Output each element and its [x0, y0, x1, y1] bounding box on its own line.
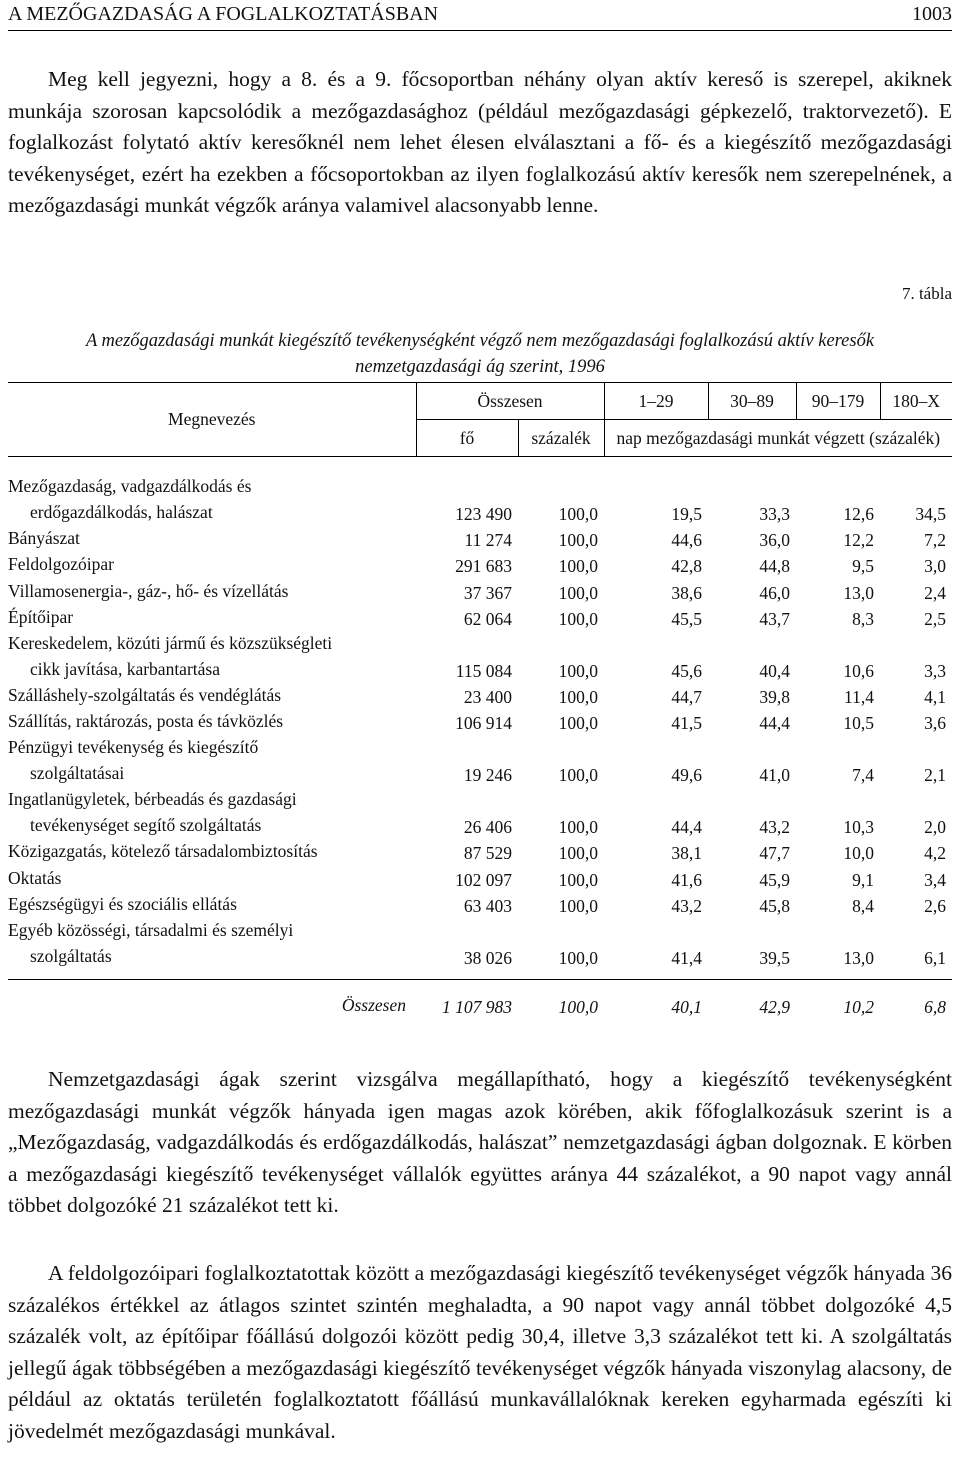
- cell-value: 100,0: [558, 660, 598, 681]
- cell-value: 42,8: [671, 556, 702, 577]
- row-label: [8, 917, 416, 969]
- total-value: 42,9: [708, 979, 796, 1018]
- cell-value: 106 914: [455, 713, 512, 734]
- cell-value: 2,6: [924, 895, 946, 916]
- cell-value: 38,1: [671, 843, 702, 864]
- table-row: [8, 734, 952, 786]
- table-row: [8, 891, 952, 917]
- total-value: 1 107 983: [416, 979, 518, 1018]
- cell-value: 102 097: [455, 869, 512, 890]
- cell-value: 115 084: [455, 660, 512, 681]
- col-header-range-4: 180–X: [880, 383, 952, 420]
- page-number: 1003: [912, 3, 952, 25]
- cell-value: 100,0: [558, 530, 598, 551]
- row-label: [8, 734, 416, 786]
- row-label-line-1: Közigazgatás, kötelező társadalombiztosítás: [8, 841, 318, 862]
- cell-value: 41,6: [671, 869, 702, 890]
- cell-value: 37 367: [463, 582, 512, 603]
- cell-value: 44,4: [759, 713, 790, 734]
- table-row: [8, 551, 952, 577]
- cell-value: 100,0: [558, 504, 598, 524]
- cell-value: 44,6: [671, 530, 702, 551]
- table-row: [8, 604, 952, 630]
- cell-value: 3,4: [924, 869, 946, 890]
- table-row: [8, 682, 952, 708]
- cell-value: 45,8: [759, 895, 790, 916]
- cell-value: 43,2: [759, 817, 790, 838]
- col-header-szazalek: százalék: [518, 420, 604, 457]
- row-label: [8, 786, 416, 838]
- table-row: [8, 838, 952, 864]
- table-body: [8, 457, 952, 1018]
- cell-value: 47,7: [759, 843, 790, 864]
- cell-value: 123 490: [455, 504, 512, 524]
- cell-value: 3,3: [924, 660, 946, 681]
- spacer-row: [8, 457, 952, 474]
- cell-value: 100,0: [558, 817, 598, 838]
- table-row: [8, 917, 952, 969]
- cell-value: 2,1: [924, 765, 946, 786]
- row-label-line-1: Oktatás: [8, 867, 62, 888]
- cell-value: 39,5: [759, 947, 790, 968]
- cell-value: 8,3: [852, 608, 874, 629]
- row-label-line-1: Egészségügyi és szociális ellátás: [8, 893, 237, 914]
- cell-value: 19 246: [463, 765, 512, 786]
- cell-value: 63 403: [463, 895, 512, 916]
- cell-value: 10,5: [843, 713, 874, 734]
- cell-value: 3,6: [924, 713, 946, 734]
- cell-value: 100,0: [558, 765, 598, 786]
- intro-paragraph: Meg kell jegyezni, hogy a 8. és a 9. főcsoportban néhány olyan aktív kereső is szerepel, akiknek munkája szorosan kapcsolódik a mezőgazdasághoz (például mezőgazdasági gépkezelő, traktorvezető). E foglalkozást folytató aktív keresőknél nem lehet élesen elválasztani a fő- és a kiegészítő mezőgazdasági tevékenységet, ezért ha ezekben a főcsoportokban az ilyen foglalkozású aktív keresők nem szerepelnének, a mezőgazdasági munkát végzők aránya valamivel alacsonyabb lenne.: [8, 67, 952, 218]
- cell-value: 19,5: [671, 504, 702, 524]
- total-value: 10,2: [796, 979, 880, 1018]
- cell-value: 100,0: [558, 895, 598, 916]
- cell-value: 38 026: [463, 947, 512, 968]
- row-label-line-1: Mezőgazdaság, vadgazdálkodás és: [8, 476, 252, 496]
- cell-value: 11,4: [844, 686, 874, 707]
- table-number: 7. tábla: [901, 284, 952, 303]
- cell-value: 100,0: [558, 582, 598, 603]
- col-header-range-2: 30–89: [708, 383, 796, 420]
- col-header-range-1: 1–29: [604, 383, 708, 420]
- cell-value: 4,1: [924, 686, 946, 707]
- row-label: [8, 864, 416, 890]
- table-caption: [0, 328, 960, 380]
- cell-value: 100,0: [558, 869, 598, 890]
- table-row: [8, 786, 952, 838]
- row-label: [8, 682, 416, 708]
- table-row: [8, 525, 952, 551]
- row-label-line-1: Ingatlanügyletek, bérbeadás és gazdasági: [8, 789, 297, 810]
- row-label-line-2: szolgáltatásai: [30, 763, 125, 784]
- row-label: [8, 525, 416, 551]
- table-row: [8, 630, 952, 682]
- cell-value: 41,5: [671, 713, 702, 734]
- table-row: [8, 708, 952, 734]
- total-value: 6,8: [880, 979, 952, 1018]
- row-label-line-1: Egyéb közösségi, társadalmi és személyi: [8, 919, 294, 940]
- cell-value: 13,0: [843, 947, 874, 968]
- row-label-line-2: erdőgazdálkodás, halászat: [30, 502, 213, 522]
- cell-value: 3,0: [924, 556, 946, 577]
- row-label: [8, 630, 416, 682]
- row-label: [8, 551, 416, 577]
- row-label-line-2: tevékenységet segítő szolgáltatás: [30, 815, 262, 836]
- cell-value: 100,0: [558, 713, 598, 734]
- cell-value: 34,5: [915, 504, 946, 524]
- row-label: [8, 891, 416, 917]
- row-label: [8, 838, 416, 864]
- cell-value: 45,5: [671, 608, 702, 629]
- cell-value: 62 064: [463, 608, 512, 629]
- cell-value: 41,0: [759, 765, 790, 786]
- row-label-line-2: szolgáltatás: [30, 945, 112, 966]
- cell-value: 7,2: [924, 530, 946, 551]
- row-label: [8, 577, 416, 603]
- cell-value: 41,4: [671, 947, 702, 968]
- row-label-line-1: Szálláshely-szolgáltatás és vendéglátás: [8, 684, 282, 705]
- spacer-row: [8, 969, 952, 980]
- total-label: Összesen: [8, 979, 416, 1018]
- row-label-line-1: Szállítás, raktározás, posta és távközlés: [8, 711, 284, 732]
- row-label: [8, 708, 416, 734]
- cell-value: 12,6: [843, 504, 874, 524]
- cell-value: 26 406: [463, 817, 512, 838]
- cell-value: 2,0: [924, 817, 946, 838]
- cell-value: 2,4: [924, 582, 946, 603]
- cell-value: 100,0: [558, 947, 598, 968]
- col-header-days-note: nap mezőgazdasági munkát végzett (százalék): [604, 420, 952, 457]
- total-value: 100,0: [518, 979, 604, 1018]
- cell-value: 4,2: [924, 843, 946, 864]
- table-row: [8, 473, 952, 525]
- table-row: [8, 577, 952, 603]
- cell-value: 100,0: [558, 608, 598, 629]
- cell-value: 23 400: [463, 686, 512, 707]
- row-label-line-1: Pénzügyi tevékenység és kiegészítő: [8, 737, 259, 758]
- cell-value: 36,0: [759, 530, 790, 551]
- col-header-total: Összesen: [416, 383, 604, 420]
- cell-value: 44,8: [759, 556, 790, 577]
- total-value: 40,1: [604, 979, 708, 1018]
- cell-value: 7,4: [852, 765, 874, 786]
- cell-value: 9,1: [852, 869, 874, 890]
- row-label-line-1: Építőipar: [8, 606, 74, 627]
- cell-value: 33,3: [759, 504, 790, 524]
- data-table: [8, 382, 952, 1018]
- cell-value: 45,9: [759, 869, 790, 890]
- header-title: A MEZŐGAZDASÁG A FOGLALKOZTATÁSBAN: [8, 3, 439, 25]
- cell-value: 44,7: [671, 686, 702, 707]
- cell-value: 12,2: [843, 530, 874, 551]
- cell-value: 46,0: [759, 582, 790, 603]
- cell-value: 13,0: [843, 582, 874, 603]
- cell-value: 39,8: [759, 686, 790, 707]
- row-label-line-1: Bányászat: [8, 528, 80, 549]
- table-row: [8, 864, 952, 890]
- cell-value: 43,2: [671, 895, 702, 916]
- cell-value: 6,1: [924, 947, 946, 968]
- cell-value: 291 683: [455, 556, 512, 577]
- cell-value: 10,6: [843, 660, 874, 681]
- cell-value: 87 529: [463, 843, 512, 864]
- cell-value: 45,6: [671, 660, 702, 681]
- cell-value: 10,0: [843, 843, 874, 864]
- cell-value: 40,4: [759, 660, 790, 681]
- caption-line-2: nemzetgazdasági ág szerint, 1996: [355, 357, 605, 377]
- row-label-line-1: Villamosenergia-, gáz-, hő- és vízellátás: [8, 580, 289, 601]
- total-row: [8, 979, 952, 1018]
- cell-value: 11 274: [464, 530, 512, 551]
- cell-value: 100,0: [558, 556, 598, 577]
- col-header-name: Megnevezés: [8, 383, 416, 457]
- paragraph-2: Nemzetgazdasági ágak szerint vizsgálva megállapítható, hogy a kiegészítő tevékenységként mezőgazdasági munkát végzők hányada igen magas azok körében, akik főfoglalkozásuk szerint is a „Mezőgazdaság, vadgazdálkodás és erdőgazdálkodás, halászat” nemzetgazdasági ágban dolgoznak. E körben a mezőgazdasági kiegészítő tevékenységet vállalók együttes aránya 44 százalékot, a 90 napot vagy annál többet dolgozóké 21 százalékot tett ki.: [8, 1067, 952, 1218]
- cell-value: 8,4: [852, 895, 874, 916]
- row-label-line-1: Kereskedelem, közúti jármű és közszükségleti: [8, 632, 333, 653]
- row-label-line-2: cikk javítása, karbantartása: [30, 658, 220, 679]
- cell-value: 43,7: [759, 608, 790, 629]
- cell-value: 9,5: [852, 556, 874, 577]
- cell-value: 49,6: [671, 765, 702, 786]
- cell-value: 38,6: [671, 582, 702, 603]
- row-label-line-1: Feldolgozóipar: [8, 554, 114, 575]
- cell-value: 44,4: [671, 817, 702, 838]
- row-label: [8, 473, 416, 525]
- caption-line-1: A mezőgazdasági munkát kiegészítő tevékenységként végző nem mezőgazdasági foglalkozású aktív keresők: [85, 331, 875, 351]
- running-header: [8, 0, 952, 31]
- col-header-fo: fő: [416, 420, 518, 457]
- cell-value: 100,0: [558, 686, 598, 707]
- col-header-range-3: 90–179: [796, 383, 880, 420]
- cell-value: 2,5: [924, 608, 946, 629]
- paragraph-3: A feldolgozóipari foglalkoztatottak között a mezőgazdasági kiegészítő tevékenységet végzők hányada 36 százalékos értékkel az átlagos szintet szintén meghaladta, a 90 napot vagy annál többet dolgozóké 4,5 százalék volt, az építőipar főállású dolgozói között pedig 30,4, illetve 3,3 százalékot tett ki. A szolgáltatás jellegű ágak többségében a mezőgazdasági kiegészítő tevékenységet végzők hányada viszonylag alacsony, de például az oktatás területén foglalkoztatott főállású munkavállalóknak kereken egyharmada egészíti ki jövedelmét mezőgazdasági munkával.: [8, 1261, 952, 1443]
- cell-value: 100,0: [558, 843, 598, 864]
- cell-value: 10,3: [843, 817, 874, 838]
- row-label: [8, 604, 416, 630]
